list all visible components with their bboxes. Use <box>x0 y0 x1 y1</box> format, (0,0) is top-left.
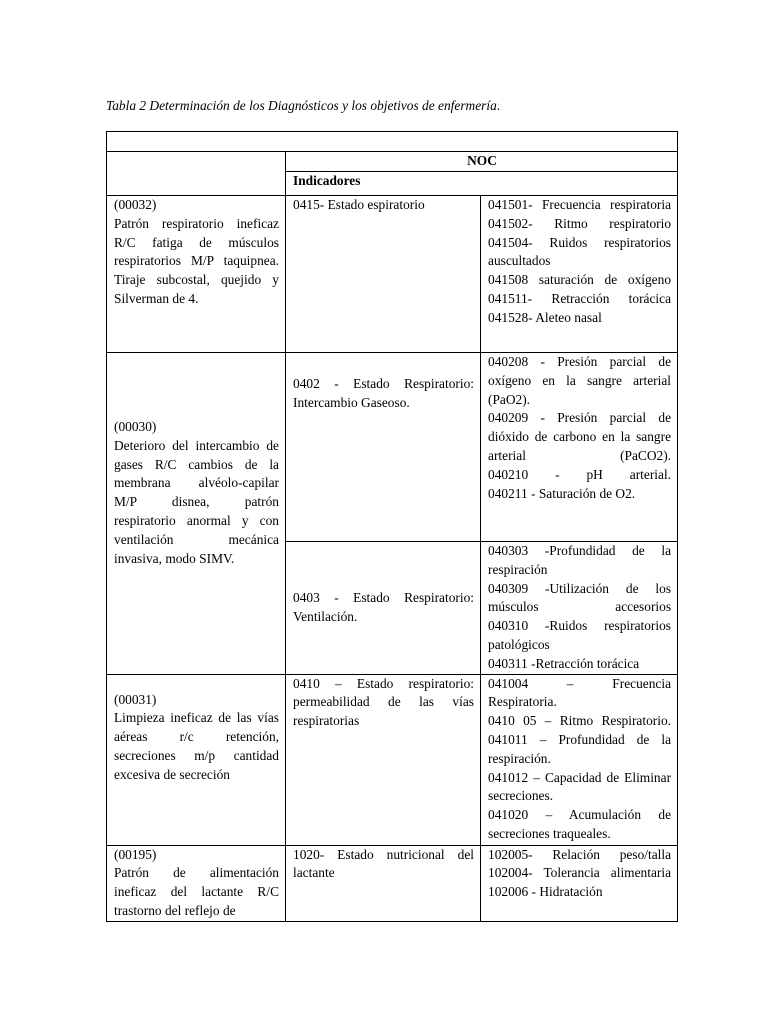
cell-text-line: Silverman de 4. <box>114 290 199 306</box>
cell-text-line: 0410 – Estado respiratorio: <box>293 675 474 691</box>
cell-text-line: secreciones traqueales. <box>488 825 611 841</box>
cell-text-line: 041504- Ruidos respiratorios <box>488 234 672 250</box>
table-row <box>107 353 678 542</box>
cell-text-line: Intercambio Gaseoso. <box>293 394 410 410</box>
cell-text-line: 040208 - Presión parcial de <box>488 354 672 369</box>
indicators-cell <box>481 353 678 542</box>
cell-text-line: respiratorios M/P taquipnea. <box>114 253 279 269</box>
table-row <box>107 845 678 921</box>
cell-text-line: auscultados <box>488 253 551 269</box>
cell-text-line: respiratorio anormal y con <box>114 513 279 529</box>
noc-cell <box>286 353 481 542</box>
cell-text-line: oxígeno en la sangre arterial <box>488 372 672 388</box>
cell-text-line: músculos accesorios <box>488 599 672 615</box>
cell-text-line: (00032) <box>114 197 157 212</box>
cell-text-line: 102004- Tolerancia alimentaria <box>488 865 672 881</box>
cell-text-line: Ventilación. <box>293 608 358 624</box>
noc-cell <box>286 196 481 353</box>
diagnosis-cell <box>107 674 286 845</box>
cell-text-line: secreciones m/p cantidad <box>114 747 279 763</box>
cell-text-line: 041020 – Acumulación de <box>488 807 672 823</box>
cell-text-line: 041511- Retracción torácica <box>488 290 672 306</box>
table-caption: Tabla 2 Determinación de los Diagnósticos y los objetivos de enfermería. <box>106 98 501 113</box>
cell-text-line: 102005- Relación peso/talla <box>488 846 672 862</box>
cell-text-line: arterial (PaCO2). <box>488 447 672 463</box>
cell-text-line: 041502- Ritmo respiratorio <box>488 215 672 231</box>
cell-text-line: permeabilidad de las vías <box>293 694 474 710</box>
cell-text-line: Patrón de alimentación <box>114 865 279 881</box>
cell-text-line: lactante <box>293 865 335 881</box>
cell-text-line: Limpieza ineficaz de las vías <box>114 710 279 726</box>
table-header-row <box>107 152 678 172</box>
cell-text-line: Deterioro del intercambio de <box>114 437 279 453</box>
cell-text-line: membrana alvéolo-capilar <box>114 475 279 491</box>
indicadores-header: Indicadores <box>286 172 678 196</box>
cell-text-line: 1020- Estado nutricional del <box>293 846 474 862</box>
diagnosis-table <box>106 131 678 922</box>
cell-text-line: 041012 – Capacidad de Eliminar <box>488 769 672 785</box>
cell-text-line: dióxido de carbono en la sangre <box>488 429 672 445</box>
cell-text-line: (00031) <box>114 691 157 707</box>
indicators-cell <box>481 845 678 921</box>
cell-text-line: excesiva de secreción <box>114 766 230 782</box>
cell-text-line: 041528- Aleteo nasal <box>488 309 602 325</box>
table-top-row <box>107 132 678 152</box>
noc-cell <box>286 845 481 921</box>
cell-text-line: 0402 - Estado Respiratorio: <box>293 376 474 391</box>
cell-text-line: trastorno del reflejo de <box>114 902 236 918</box>
cell-text-line: Respiratoria. <box>488 694 557 710</box>
indicators-cell <box>481 674 678 845</box>
cell-text-line: invasiva, modo SIMV. <box>114 550 235 566</box>
cell-text-line: 041004 – Frecuencia <box>488 675 672 691</box>
cell-text-line: 041011 – Profundidad de la <box>488 731 672 747</box>
cell-text-line: 0410 05 – Ritmo Respiratorio. <box>488 713 672 729</box>
cell-text-line: 102006 - Hidratación <box>488 884 603 900</box>
empty-corner-cell <box>107 152 286 196</box>
cell-text-line: 040311 -Retracción torácica <box>488 655 640 671</box>
cell-text-line: Tiraje subcostal, quejido y <box>114 272 279 288</box>
cell-text-line: R/C fatiga de músculos <box>114 234 279 250</box>
cell-text-line: (00195) <box>114 846 157 862</box>
noc-cell <box>286 542 481 675</box>
noc-header: NOC <box>286 152 678 172</box>
table-row <box>107 674 678 845</box>
cell-text-line: 040210 - pH arterial. <box>488 466 672 482</box>
noc-cell <box>286 674 481 845</box>
table-row <box>107 196 678 353</box>
cell-text-line: (00030) <box>114 419 157 435</box>
cell-text-line: Patrón respiratorio ineficaz <box>114 215 279 231</box>
cell-text-line: (PaO2). <box>488 391 531 407</box>
cell-text-line: 040209 - Presión parcial de <box>488 410 672 426</box>
cell-text-line: respiratorias <box>293 713 360 729</box>
cell-text-line: 040303 -Profundidad de la <box>488 543 672 558</box>
cell-text-line: 040309 -Utilización de los <box>488 580 672 596</box>
cell-text-line: 041508 saturación de oxígeno <box>488 272 672 288</box>
cell-text-line: M/P disnea, patrón <box>114 494 279 510</box>
indicators-cell <box>481 196 678 353</box>
cell-text-line: aéreas r/c retención, <box>114 729 279 745</box>
cell-text-line: patológicos <box>488 636 550 652</box>
diagnosis-cell <box>107 845 286 921</box>
cell-text-line: 041501- Frecuencia respiratoria <box>488 197 672 212</box>
cell-text-line: respiración. <box>488 750 551 766</box>
cell-text-line: 040211 - Saturación de O2. <box>488 485 636 501</box>
diagnosis-cell <box>107 353 286 675</box>
indicators-cell <box>481 542 678 675</box>
cell-text-line: ineficaz del lactante R/C <box>114 884 279 900</box>
cell-text-line: gases R/C cambios de la <box>114 456 279 472</box>
cell-text-line: 0403 - Estado Respiratorio: <box>293 589 474 605</box>
cell-text-line: secreciones. <box>488 788 554 804</box>
diagnosis-cell <box>107 196 286 353</box>
cell-text-line: 040310 -Ruidos respiratorios <box>488 618 672 634</box>
cell-text-line: respiración <box>488 561 548 577</box>
empty-header-cell <box>107 132 678 152</box>
cell-text-line: ventilación mecánica <box>114 531 279 547</box>
cell-text-line: 0415- Estado espiratorio <box>293 197 425 212</box>
